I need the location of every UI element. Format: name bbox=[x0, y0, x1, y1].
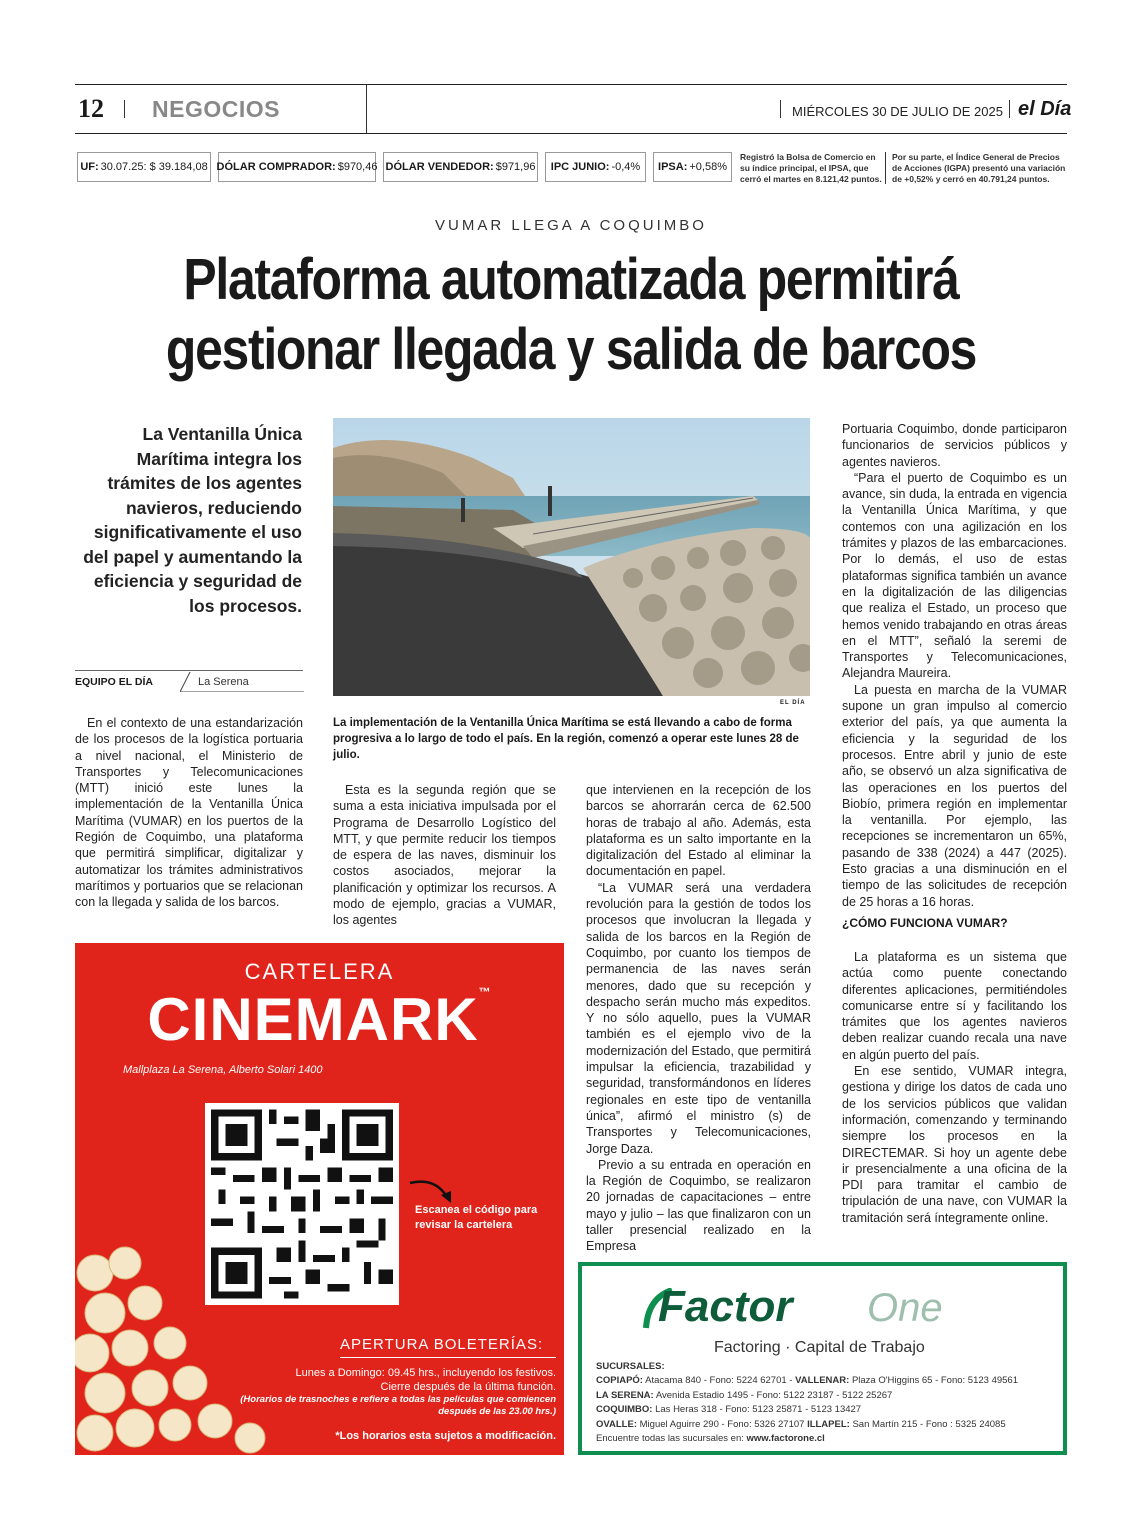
curved-arrow-icon bbox=[405, 1175, 455, 1205]
cinemark-cartelera-label: CARTELERA bbox=[244, 959, 395, 984]
byline-location: La Serena bbox=[198, 676, 249, 688]
newspaper-logo: el Día bbox=[1018, 98, 1072, 120]
indicator-dolar-comprador: DÓLAR COMPRADOR: $970,46 bbox=[218, 152, 376, 182]
photo-caption: La implementación de la Ventanilla Única Marítima se está llevando a cabo de forma progresiva a lo largo de todo el país. En la región, comenzó a operar este lunes 28 de julio. bbox=[333, 717, 799, 761]
article-column-3 bbox=[586, 782, 811, 1255]
cinemark-location: Mallplaza La Serena, Alberto Solari 1400 bbox=[123, 1064, 323, 1076]
paragraph: Esta es la segunda región que se suma a esta iniciativa impulsada por el Programa de Desarrollo Logístico del MTT, y que permite reducir los tiempos de espera de las naves, disminuir los costos asociados, mejorar la planificación y optimizar los recursos. A modo de ejemplo, gracias a VUMAR, los agentes bbox=[333, 783, 556, 928]
paragraph: En el contexto de una estandarización de los procesos de la logística portuaria a nivel nacional, el Ministerio de Transportes y Telecomunicaciones (MTT) inició este lunes la implementación de la Ventanilla Única Marítima (VUMAR) en los puertos de la Región de Coquimbo, una plataforma que permitirá simplificar, digitalizar y automatizar los trámites administrativos marítimos y portuarios que se relacionan con la llegada y salida de los barcos. bbox=[75, 716, 303, 910]
factor-one-website-link[interactable]: www.factorone.cl bbox=[746, 1433, 825, 1445]
qr-code[interactable] bbox=[205, 1103, 399, 1305]
section-title: NEGOCIOS bbox=[152, 96, 280, 122]
cinemark-ad[interactable] bbox=[75, 943, 564, 1455]
cinemark-disclaimer: *Los horarios esta sujetos a modificación. bbox=[335, 1430, 556, 1442]
cinemark-scan-text: Escanea el código para revisar la cartelera bbox=[415, 1204, 538, 1231]
apertura-underline bbox=[340, 1357, 556, 1358]
paragraph: “La VUMAR será una verdadera revolución para la gestión de todos los procesos que involucran la llegada y salida de los barcos en la Región de Coquimbo, por cuanto los tiempos de permanencia de las naves serán menores, dado que su recepción y despacho serán mucho más expeditos. Y no sólo aquello, pues la VUMAR también es el ejemplo vivo de la modernización del Estado, que permitirá impulsar la eficiencia, trazabilidad y seguridad, transformándonos en líderes regionales en este tipo de ventanilla única”, afirmó el ministro (s) de Transportes y Telecomunicaciones, Jorge Daza. bbox=[586, 880, 811, 1156]
article-column-4 bbox=[842, 421, 1067, 910]
divider bbox=[780, 100, 781, 118]
pier-photo-illustration bbox=[333, 418, 810, 696]
divider bbox=[366, 85, 367, 133]
article-column-1 bbox=[75, 715, 303, 911]
qr-code-icon bbox=[211, 1109, 393, 1299]
factor-one-logo-suffix: One bbox=[867, 1286, 943, 1330]
cinemark-hours: Lunes a Domingo: 09.45 hrs., incluyendo los festivos. Cierre después de la última función. bbox=[295, 1367, 556, 1393]
paragraph: Previo a su entrada en operación en la Región de Coquimbo, se realizaron 20 jornadas de capacitaciones – entre mayo y julio – las que finalizaron con un taller presencial realizado en la Empresa bbox=[586, 1157, 811, 1254]
page-number: 12 bbox=[78, 94, 104, 123]
article-headline: Plataforma automatizada permitirá gestionar llegada y salida de barcos bbox=[165, 247, 977, 382]
article-subhead: ¿CÓMO FUNCIONA VUMAR? bbox=[842, 916, 1008, 930]
paragraph: En ese sentido, VUMAR integra, gestiona y dirige los datos de cada uno de los servicios públicos que validan información, comenzando y terminando siempre los procesos en la DIRECTEMAR. Si hoy un agente debe ir presencialmente a una oficina de la PDI para tramitar el cambio de tripulación de una nave, con VUMAR la tramitación será íntegramente online. bbox=[842, 1064, 1067, 1225]
cinemark-note: (Horarios de trasnoches e refiere a todas las películas que comiencen después de las 23.00 hrs.) bbox=[240, 1394, 556, 1417]
factor-one-branches: SUCURSALES: COPIAPÓ: Atacama 840 - Fono: 5224 62701 - VALLENAR: Plaza O'Higgins 65 - Fono: 5123 49561 LA SERENA: Avenida Estadio 1495 - Fono: 5122 23187 - 5122 25267 COQUIMBO: Las Heras 318 - Fono: 5123 25871 - 5123 13427 OVALLE: Miguel Aguirre 290 - Fono: 5326 27107 ILLAPEL: San Martín 215 - Fono : 5325 24085 Encuentre todas las sucursales en: www.factorone.cl bbox=[596, 1361, 1018, 1445]
article-column-2 bbox=[333, 782, 556, 929]
article-kicker: VUMAR LLEGA A COQUIMBO bbox=[435, 217, 707, 234]
paragraph: que intervienen en la recepción de los barcos se ahorrarán cerca de 62.500 horas de trabajo al año. Además, esta plataforma es un salto importante en la digitalización del Estado al eliminar la documentación en papel. bbox=[586, 783, 811, 879]
photo-credit: EL DÍA bbox=[780, 700, 806, 706]
indicator-note-ipsa: Registró la Bolsa de Comercio en su índice principal, el IPSA, que cerró el martes en 8.121,42 puntos. bbox=[740, 152, 882, 184]
factor-one-ad[interactable] bbox=[578, 1262, 1067, 1455]
issue-date: MIÉRCOLES 30 DE JULIO DE 2025 bbox=[792, 104, 1003, 119]
header-top-rule bbox=[75, 84, 1067, 85]
divider bbox=[1009, 100, 1010, 118]
paragraph: Portuaria Coquimbo, donde participaron funcionarios de servicios públicos y agentes navieros. bbox=[842, 422, 1067, 469]
factor-one-tagline: Factoring · Capital de Trabajo bbox=[714, 1339, 925, 1356]
factor-one-logo: Factor bbox=[658, 1282, 793, 1331]
divider bbox=[124, 100, 125, 118]
indicator-ipc: IPC JUNIO: -0,4% bbox=[545, 152, 646, 182]
cinemark-apertura-title: APERTURA BOLETERÍAS: bbox=[340, 1336, 544, 1353]
article-photo bbox=[333, 418, 810, 696]
header-bottom-rule bbox=[75, 133, 1067, 134]
paragraph: “Para el puerto de Coquimbo es un avance, sin duda, la entrada en vigencia la Ventanilla Única Marítima, y que contemos con una agilización en los trámites y plazos de las embarcaciones. Por lo demás, el uso de estas plataformas significa también un avance en la digitalización de las diligencias que realiza el Estado, un proceso que hemos venido trabajando en otras áreas en el MTT”, señaló la seremi de Transportes y Telecomunicaciones, Alejandra Maureira. bbox=[842, 470, 1067, 681]
byline-author: EQUIPO EL DÍA bbox=[75, 676, 153, 688]
paragraph: La puesta en marcha de la VUMAR supone un gran impulso al comercio exterior del país, ya que aumenta la eficiencia y la seguridad de los procesos. Entre abril y junio de este año, se observó un alza significativa de las operaciones en los puertos del Biobío, primera región en implementar la ventanilla. Por ejemplo, las recepciones se incrementaron un 65%, pasando de 338 (2024) a 447 (2025). Esto gracias a una disminución en el tiempo de las solicitudes de recepción de 25 horas a 16 horas. bbox=[842, 682, 1067, 909]
indicator-note-igpa: Por su parte, el Índice General de Precios de Acciones (IGPA) presentó una variación de +0,52% y cerró en 40.791,24 puntos. bbox=[892, 152, 1066, 184]
article-column-4-continued bbox=[842, 949, 1067, 1226]
article-lead: La Ventanilla Única Marítima integra los trámites de los agentes navieros, reduciendo significativamente el uso del papel y aumentando la eficiencia y seguridad de los procesos. bbox=[83, 424, 302, 616]
paragraph: La plataforma es un sistema que actúa como puente conectando diferentes aplicaciones, permitiéndoles comunicarse entre sí y facilitando los trámites que los agentes navieros deben realizar cuando recala una nave en algún puerto del país. bbox=[842, 950, 1067, 1062]
market-indicators bbox=[77, 152, 1067, 200]
indicator-dolar-vendedor: DÓLAR VENDEDOR: $971,96 bbox=[383, 152, 538, 182]
indicator-uf: UF: 30.07.25: $ 39.184,08 bbox=[77, 152, 211, 182]
indicator-ipsa: IPSA: +0,58% bbox=[653, 152, 732, 182]
divider bbox=[885, 152, 886, 184]
cinemark-logo: CINEMARK™ bbox=[147, 985, 492, 1053]
